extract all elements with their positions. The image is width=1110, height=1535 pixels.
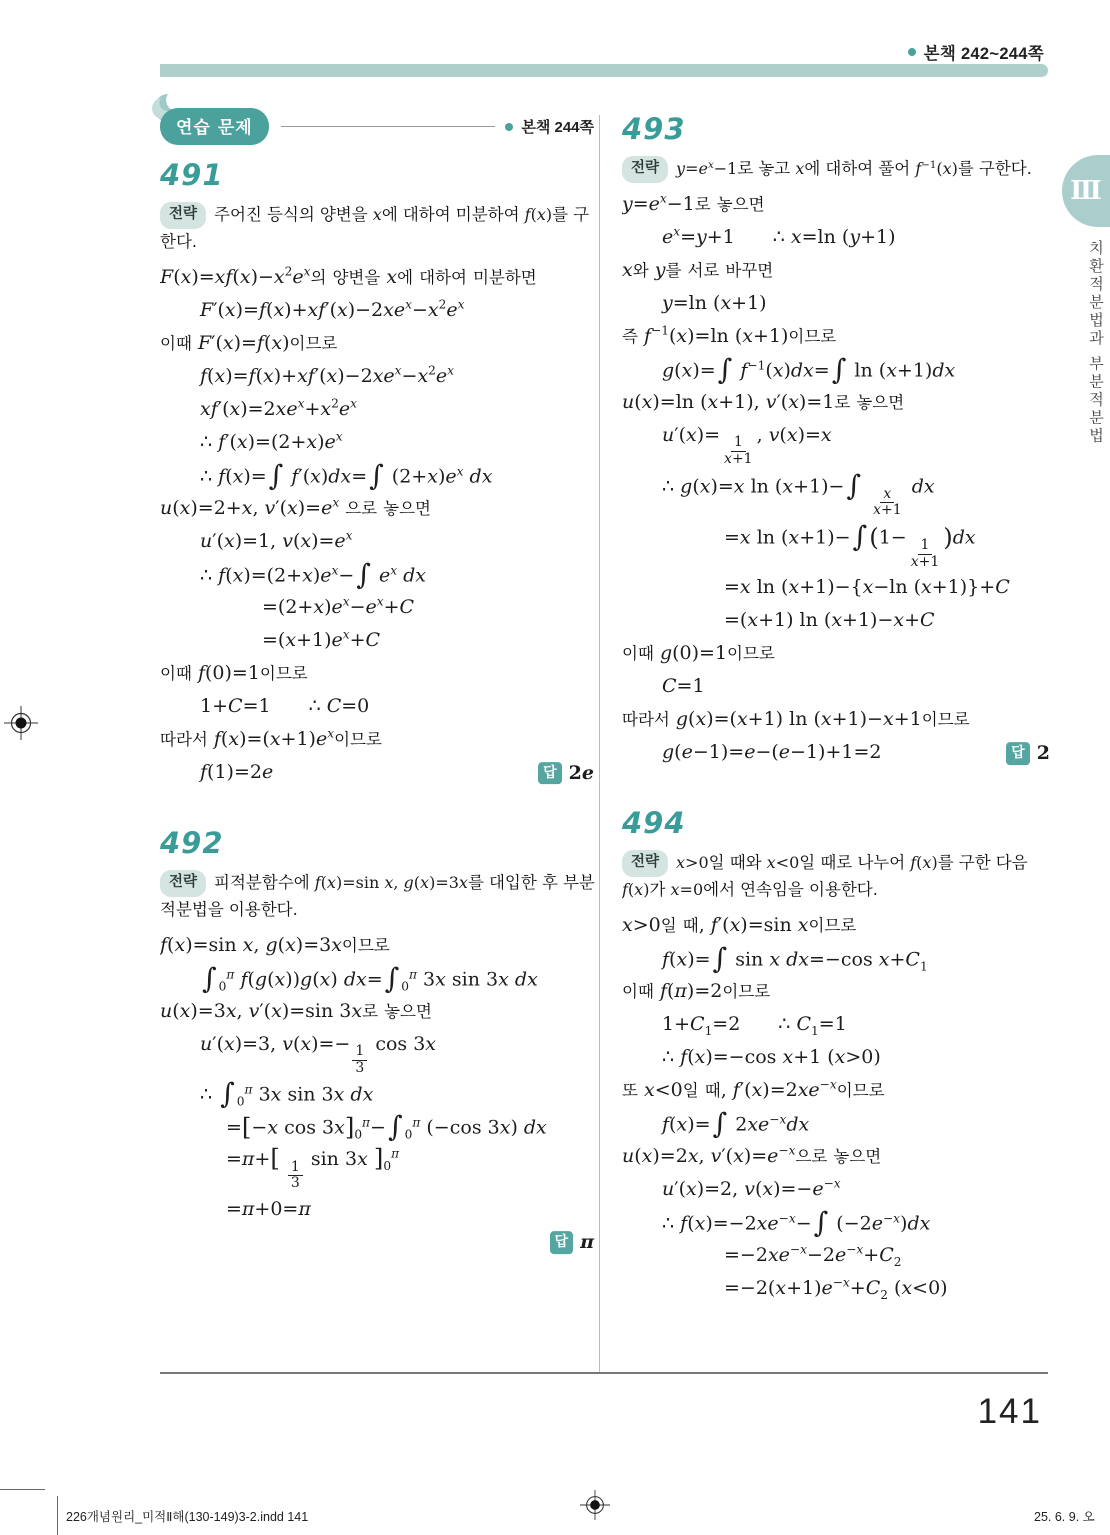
solution-line: 또 x<0일 때, $f'(x)=2xe^{-x}$이므로 [622,1078,885,1102]
solution-line: =(x+1) ln (x+1)−x+C [724,609,935,632]
problem-492 [160,826,596,1256]
integral-sign: ∫ [202,961,217,995]
solution-line: 이때 f(π)=2이므로 [622,980,771,1003]
bullet-icon [908,48,916,56]
page-reference [908,40,1044,64]
problem-number: 493 [622,112,686,146]
solution-lines [622,192,1052,768]
column-right [622,112,1052,1370]
answer [1006,742,1050,768]
problem-number: 492 [160,825,224,860]
fraction: $\frac{1}{x+1}$ [910,537,940,570]
footer-date: 25. 6. 9. 오 [1034,1510,1095,1524]
solution-line: 따라서 g(x)=(x+1) ln (x+1)−x+1이므로 [622,708,970,731]
fraction: $\frac{1}{3}$ [288,1160,303,1192]
solution-line: $f(x)=f(x)+xf'(x)-2xe^x-x^2e^x$ [200,363,454,387]
registration-mark [4,706,38,740]
answer-value: 2 [1036,742,1050,765]
solution-line: 이때 F′(x)=f(x)이므로 [160,331,338,354]
solution-line: =π+[ $\frac{1}{3}$ sin 3x ]$_0^\pi$ [226,1143,400,1192]
strategy-text: x>0일 때와 x<0일 때로 나누어 f(x)를 구한 다음 f(x)가 x=0에서 연속임을 이용한다. [622,853,1028,900]
solution-line: $xf'(x)=2xe^x+x^2e^x$ [200,396,357,420]
solution-line: ∴ $f(x)=-2xe^{-x}-\int$ $(-2e^{-x})dx$ [662,1206,931,1240]
problem-number: 494 [622,806,686,841]
answer-badge: 답 [1006,743,1030,765]
solution-line: u(x)=2+x, $v'(x)=e^x$ 으로 놓으면 [160,495,431,519]
solution-line: =[−x $\cos 3x]_0^\pi-\int$ $_0^\pi$ (−cos 3x) dx [226,1110,547,1144]
fraction: $\frac{1}{3}$ [352,1044,367,1076]
answer-value: π [580,1231,594,1254]
strategy-badge: 전략 [160,870,206,897]
strategy [160,870,596,924]
answer [550,1230,594,1256]
fraction: $\frac{x}{x+1}$ [873,485,902,519]
answer [538,761,594,787]
strategy-badge: 전략 [622,156,668,183]
solution-line [160,1230,596,1256]
header-bar [160,64,1048,77]
integral-sign: ∫ [356,557,371,591]
solution-line: ∴ $f'(x)=(2+x)e^x$ [200,429,343,453]
solution-line: =x ln (x+1)−∫(1− $\frac{1}{x+1}$ )dx [724,520,976,570]
strategy [622,156,1052,183]
solution-line: f(x)=∫ $2xe^{-x}dx$ [662,1107,810,1141]
solution-line: g(e−1)=e−(e−1)+1=2 답 2 [622,740,1052,768]
solution-line: g(x)=∫ $f^{-1}(x)dx=\int$ ln (x+1)dx [662,352,956,386]
solution-line: ∴ f(x)=−cos x+1 (x>0) [662,1046,881,1069]
fraction: $\frac{1}{x+1}$ [724,434,753,467]
solution-line: 1+C=1 ∴ C=0 [200,694,370,717]
solution-line: x와 y를 서로 바꾸면 [622,258,774,281]
answer-badge: 답 [550,1231,574,1253]
strategy [160,202,596,256]
strategy-text: 주어진 등식의 양변을 x에 대하여 미분하여 f(x)를 구한다. [160,205,590,251]
solution-line: y=ln (x+1) [662,291,767,314]
solution-line: $1+C_1=2$ ∴ $C_1=1$ [662,1013,847,1039]
solution-line: u′(x)=2, $v(x)=-e^{-x}$ [662,1177,841,1201]
problem-491 [160,158,596,788]
solution-line: ∴ f(x)=∫ f′(x)dx=∫ $(2+x)e^x$ dx [200,458,493,492]
strategy-badge: 전략 [622,850,668,877]
solution-line: 즉 $f^{-1}(x)=\ln$ (x+1)이므로 [622,323,837,347]
answer-value: 2e [568,762,594,785]
solution-line: ∫ $_0^\pi$ f(g(x))g(x) dx=∫ $_0^\pi$ 3x sin 3x dx [202,961,538,995]
solution-line: ∴ $f(x)=(2+x)e^x-\int$ $e^x$ dx [200,557,427,591]
solution-line: 따라서 $f(x)=(x+1)e^x$이므로 [160,726,382,750]
solution-line: ∴ ∫ $_0^\pi$ 3x sin 3x dx [200,1077,374,1111]
strategy-text: 피적분함수에 f(x)=sin x, g(x)=3x를 대입한 후 부분적분법을 이용한다. [160,872,595,919]
page-number: 141 [977,1392,1042,1431]
chapter-title-vertical: 치환적분법과 부분적분법 [1087,240,1104,446]
problem-number: 491 [160,158,224,192]
exercise-label-part1: 연습 [176,118,211,137]
integral-sign: ∫ [852,520,868,554]
solution-line: $F'(x)=f(x)+xf'(x)-2xe^x-x^2e^x$ [200,297,465,321]
solution-lines [160,933,596,1256]
solution-line: x>0일 때, f′(x)=sin x이므로 [622,914,857,937]
registration-mark [580,1490,610,1520]
solution-line: f(1)=2e 답 2e [160,760,596,788]
solution-line: u′(x)=1, $v(x)=e^x$ [200,528,353,552]
problem-493 [622,112,1052,768]
crop-mark [0,1489,45,1490]
solution-line: u(x)=2x, $v'(x)=e^{-x}$으로 놓으면 [622,1144,882,1168]
solution-line: f(x)=sin x, g(x)=3x이므로 [160,933,390,956]
solution-line: u(x)=ln (x+1), v′(x)=1로 놓으면 [622,390,905,413]
solution-line: $=(2+x)e^x-e^x+C$ [262,594,415,618]
crop-mark [57,1496,58,1535]
integral-sign: ∫ [831,352,847,386]
exercise-label-part2: 문제 [217,118,253,137]
solution-line: u′(x)= $\frac{1}{x+1}$ , v(x)=x [662,423,832,467]
solution-line: =x ln (x+1)−{x−ln (x+1)}+C [724,576,1010,599]
exercise-page-reference: 본책 244쪽 [521,119,594,136]
strategy-badge: 전략 [160,202,206,229]
bullet-icon [505,123,513,131]
exercise-badge [160,108,269,145]
solution-line: u(x)=3x, v′(x)=sin 3x로 놓으면 [160,999,432,1022]
solution-line: $=-2(x+1)e^{-x}+C_2$ (x<0) [724,1276,948,1303]
solution-lines [622,913,1052,1304]
exercise-header [160,108,594,145]
solution-line: $F(x)=xf(x)-x^2e^x$의 양변을 x에 대하여 미분하면 [160,264,537,288]
footer-rule [160,1372,1048,1374]
solution-line: u′(x)=3, v(x)=− $\frac{1}{3}$ cos 3x [200,1032,437,1076]
integral-sign: ∫ [387,1110,403,1144]
solution-line: 이때 g(0)=1이므로 [622,642,775,665]
integral-sign: ∫ [717,352,733,386]
integral-sign: ∫ [846,468,862,502]
solution-line: C=1 [662,675,705,698]
solution-lines [160,265,596,788]
column-divider [599,115,600,1372]
strategy-text: $y=e^x-1$로 놓고 x에 대하여 풀어 $f^{-1}(x)$를 구한다. [676,158,1032,178]
problem-494 [622,806,1052,1304]
solution-line: $y=e^x-1$로 놓으면 [622,191,765,215]
integral-sign: ∫ [268,458,284,492]
column-left [160,158,596,1370]
integral-sign: ∫ [813,1206,829,1240]
integral-sign: ∫ [712,942,728,976]
solution-line: ∴ g(x)=x ln (x+1)−∫ $\frac{x}{x+1}$ dx [662,468,935,519]
solution-line: f(x)=∫ sin x dx=−cos $x+C_1$ [662,942,928,976]
solution-line: 이때 f(0)=1이므로 [160,661,308,684]
footer-filename: 226개념원리_미적Ⅱ해(130-149)3-2.indd 141 [66,1510,309,1524]
chapter-tab [1062,155,1110,227]
solution-line: $=(x+1)e^x+C$ [262,627,381,651]
answer-badge: 답 [538,762,562,784]
integral-sign: ∫ [220,1077,235,1111]
solution-line: $=-2xe^{-x}-2e^{-x}+C_2$ [724,1243,902,1270]
page-reference-label: 본책 242~244쪽 [923,45,1044,63]
solution-line: =π+0=π [226,1198,311,1221]
solution-line: $e^x=y+1$ ∴ x=ln (y+1) [662,224,896,248]
connector-line [281,126,496,127]
integral-sign: ∫ [369,458,384,492]
chapter-numeral: Ⅲ [1070,176,1102,206]
strategy [622,850,1052,904]
integral-sign: ∫ [712,1107,728,1141]
integral-sign: ∫ [384,961,400,995]
